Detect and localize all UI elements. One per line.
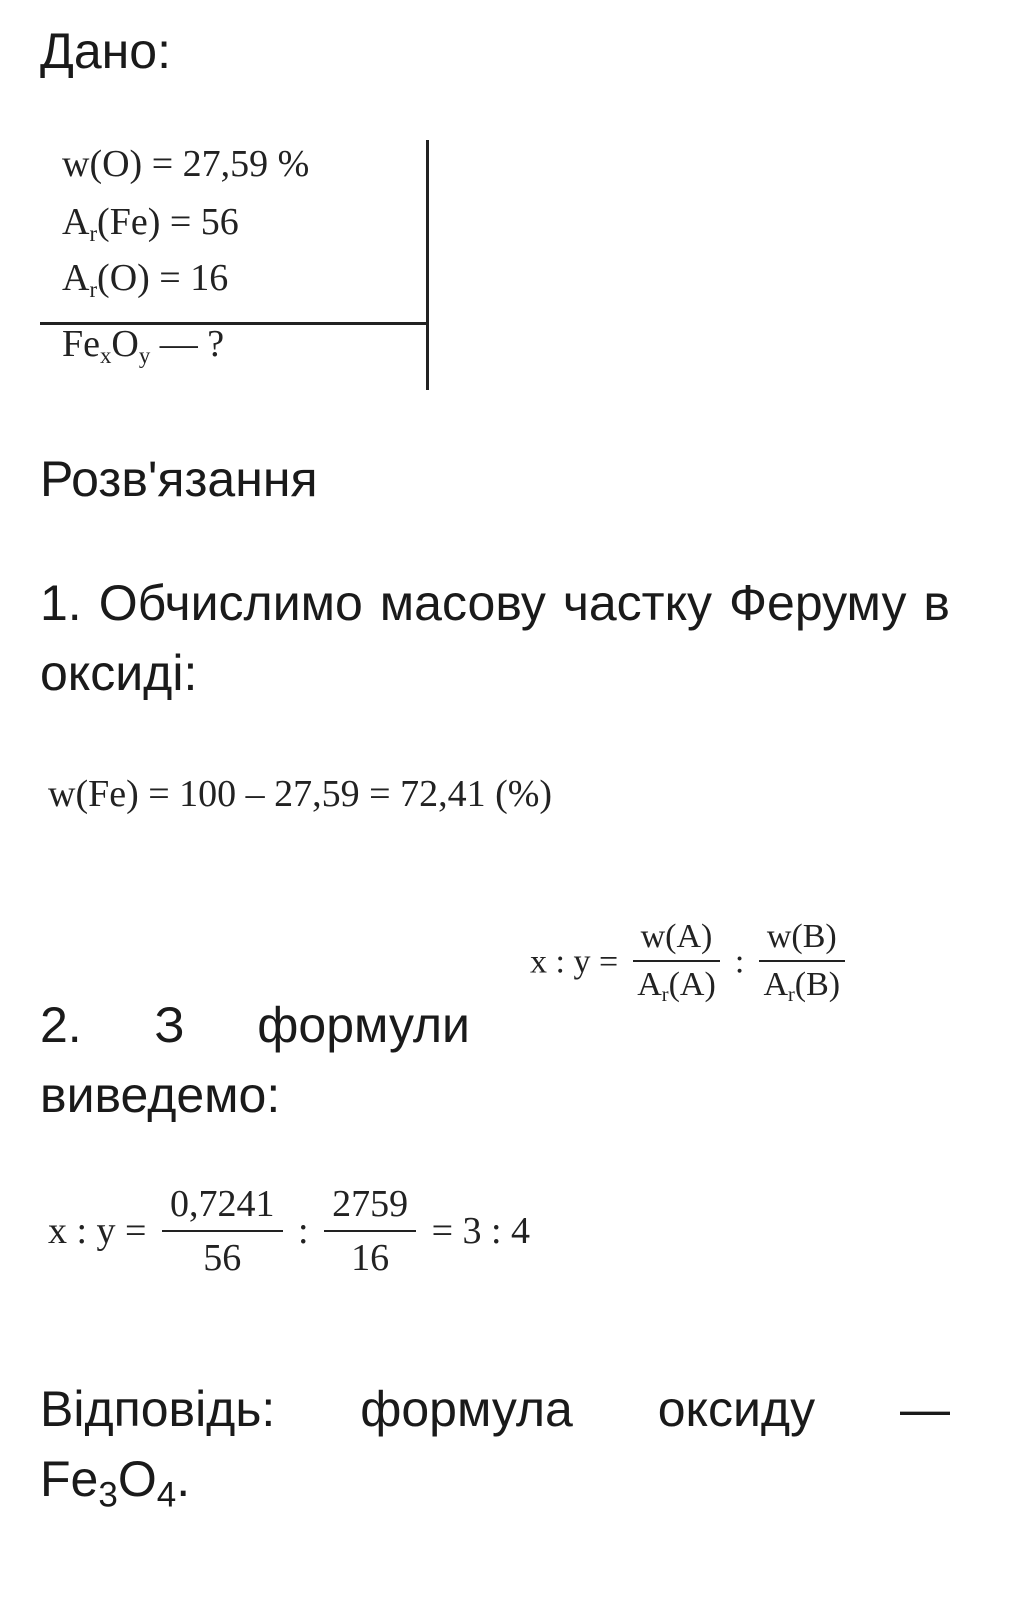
calc-den-fe: 56 — [203, 1237, 242, 1279]
general-num-a: w(A) — [633, 918, 721, 962]
given-heading: Дано: — [40, 23, 171, 79]
general-den-a — [633, 962, 721, 1007]
answer-fe: Fe — [40, 1451, 99, 1507]
given-ar-o-symbol: A — [62, 257, 90, 299]
given-find-formula — [62, 322, 224, 369]
general-den-a-symbol: A — [637, 966, 662, 1003]
answer-sub-4: 4 — [156, 1475, 177, 1515]
find-x: x — [100, 342, 112, 368]
given-ar-fe-value: (Fe) = 56 — [97, 201, 239, 243]
solution-heading: Розв'язання — [40, 451, 318, 507]
calc-fraction-o — [324, 1182, 416, 1280]
find-question: — ? — [150, 323, 225, 365]
general-den-b-symbol: A — [763, 966, 788, 1003]
given-vertical-line — [426, 140, 429, 390]
general-num-b: w(B) — [759, 918, 845, 962]
calc-num-fe: 0,7241 — [162, 1182, 283, 1232]
given-ar-o-sub: r — [89, 276, 98, 302]
given-ar-fe-sub: r — [89, 220, 98, 246]
calc-separator: : — [298, 1210, 309, 1252]
general-lhs: x : y = — [530, 943, 619, 981]
find-fe: Fe — [62, 323, 100, 365]
answer-o: O — [117, 1451, 157, 1507]
step2-text-line2: виведемо: — [40, 1067, 281, 1123]
given-ar-o-value: (O) = 16 — [97, 257, 229, 299]
calc-num-o: 2759 — [324, 1182, 416, 1232]
mass-fraction-fe-formula: w(Fe) = 100 – 27,59 = 72,41 (%) — [48, 773, 553, 815]
calc-den-o: 16 — [351, 1237, 390, 1279]
given-mass-fraction-o: w(O) = 27,59 % — [62, 143, 310, 185]
calc-lhs: x : y = — [48, 1210, 147, 1252]
general-den-a-sub: r — [661, 984, 669, 1007]
find-y: y — [138, 342, 151, 368]
calculation-formula — [48, 1182, 530, 1280]
answer-period: . — [176, 1451, 191, 1507]
find-o: O — [111, 323, 139, 365]
general-separator: : — [734, 943, 745, 981]
given-ar-o — [62, 256, 228, 303]
answer-formula — [40, 1444, 190, 1531]
answer-text: Відповідь: формула оксиду — — [40, 1381, 950, 1437]
general-fraction-b — [759, 918, 845, 1007]
given-ar-fe-symbol: A — [62, 201, 90, 243]
general-fraction-a — [633, 918, 721, 1007]
general-den-b-sub: r — [788, 984, 795, 1007]
answer-sub-3: 3 — [98, 1475, 118, 1515]
calc-fraction-fe — [162, 1182, 283, 1280]
step2-text-line1: 2. З формули — [40, 997, 470, 1053]
general-den-a-post: (A) — [668, 966, 716, 1003]
given-ar-fe — [62, 200, 239, 247]
calc-result: = 3 : 4 — [431, 1210, 531, 1252]
given-box — [40, 140, 430, 392]
general-ratio-formula — [530, 918, 851, 1007]
step1-text: 1. Обчислимо масову частку Феруму в оксиді: — [40, 575, 950, 701]
general-den-b — [759, 962, 845, 1007]
general-den-b-post: (B) — [794, 966, 841, 1003]
